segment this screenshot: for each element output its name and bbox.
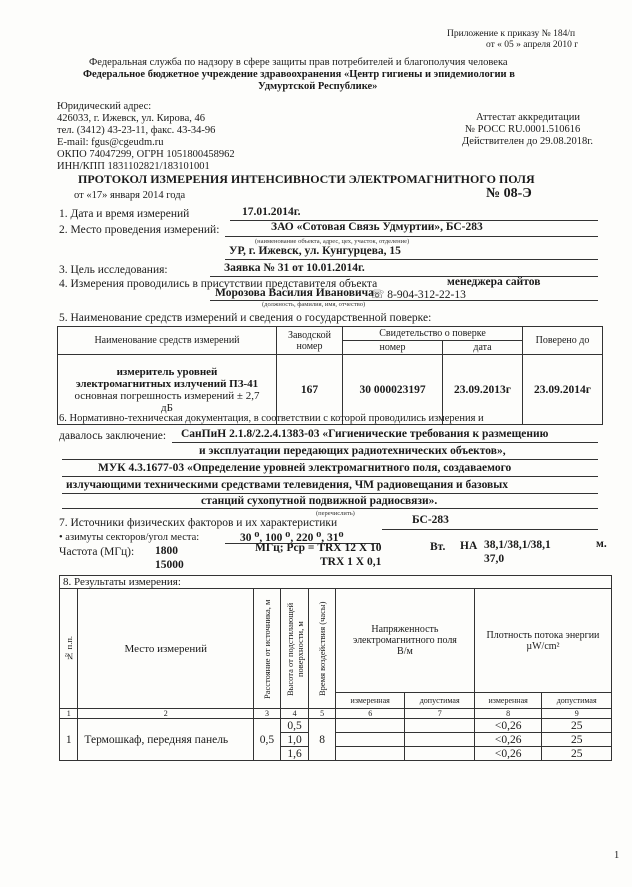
- height-label: HА: [460, 540, 478, 552]
- normative-line-1: 6. Нормативно-техническая документация, в соответствии с которой проводились измерения и: [59, 413, 484, 424]
- azimuth-label: • азимуты секторов/угол места:: [59, 532, 200, 543]
- result-flux-measured-1: <0,26: [474, 719, 541, 733]
- th-place: Место измерений: [78, 589, 254, 709]
- th-flux-allowed: допустимая: [542, 693, 612, 709]
- normative-value-1: СанПиН 2.1.8/2.2.4.1383-03 «Гигиенические требования к размещению: [181, 428, 549, 440]
- table-row: [60, 719, 612, 733]
- instrument-cert-date: 23.09.2013г: [443, 355, 523, 425]
- result-place: Термошкаф, передняя панель: [78, 719, 254, 761]
- instrument-serial: 167: [277, 355, 343, 425]
- results-table: [59, 575, 612, 761]
- protocol-date: от «17» января 2014 года: [74, 190, 186, 201]
- address-okpo: ОКПО 74047299, ОГРН 1051800458962: [57, 149, 235, 160]
- representative-label: 4. Измерения проводились в присутствии представителя объекта: [59, 278, 378, 290]
- date-label: 1. Дата и время измерений: [59, 208, 190, 220]
- col-number-6: 6: [335, 709, 405, 719]
- col-number-5: 5: [309, 709, 336, 719]
- normative-value-2: и эксплуатации передающих радиотехнических объектов»,: [199, 445, 506, 457]
- height-values: 38,1/38,1/38,1: [484, 539, 551, 551]
- power-label: МГц; Pср = TRX 12 X 10: [255, 542, 382, 554]
- result-flux-measured-3: <0,26: [474, 747, 541, 761]
- instrument-name: измеритель уровней электромагнитных излучений ПЗ-41: [75, 365, 259, 390]
- institution-line-1: Федеральное бюджетное учреждение здравоохранения «Центр гигиены и эпидемиологии в: [83, 69, 515, 80]
- th-field-allowed: допустимая: [405, 693, 475, 709]
- instruments-table: [57, 326, 603, 425]
- power-unit: Вт.: [430, 541, 446, 553]
- normative-value-3: МУК 4.3.1677-03 «Определение уровней электромагнитного поля, создаваемого: [98, 462, 512, 474]
- normative-hint: (перечислить): [316, 510, 355, 517]
- protocol-title: ПРОТОКОЛ ИЗМЕРЕНИЯ ИНТЕНСИВНОСТИ ЭЛЕКТРОМАГНИТНОГО ПОЛЯ: [78, 172, 535, 186]
- result-height-2: 1,0: [280, 733, 309, 747]
- result-flux-measured-2: <0,26: [474, 733, 541, 747]
- th-row-number: № п.п.: [63, 635, 74, 662]
- address-email: E-mail: fgus@cgeudm.ru: [57, 137, 164, 148]
- page-number: 1: [614, 850, 620, 861]
- result-field-measured-3: [335, 747, 405, 761]
- address-phone: тел. (3412) 43-23-11, факс. 43-34-96: [57, 125, 216, 136]
- th-serial: Заводской номер: [277, 327, 343, 355]
- power-value-2: TRX 1 X 0,1: [320, 556, 382, 568]
- th-cert-number: номер: [343, 341, 443, 355]
- instrument-cert-number: 30 000023197: [343, 355, 443, 425]
- th-cert-date: дата: [443, 341, 523, 355]
- th-field-strength: Напряженность электромагнитного поля В/м: [335, 589, 474, 693]
- frequency-label: Частота (МГц):: [59, 546, 135, 558]
- result-field-allowed-2: [405, 733, 475, 747]
- result-flux-allowed-2: 25: [542, 733, 612, 747]
- result-flux-allowed-3: 25: [542, 747, 612, 761]
- result-height-1: 0,5: [280, 719, 309, 733]
- col-number-4: 4: [280, 709, 309, 719]
- th-verified-until: Поверено до: [523, 327, 603, 355]
- col-number-2: 2: [78, 709, 254, 719]
- result-flux-allowed-1: 25: [542, 719, 612, 733]
- col-number-8: 8: [474, 709, 541, 719]
- normative-label: давалось заключение:: [59, 430, 167, 442]
- appendix-line-1: Приложение к приказу № 184/п: [447, 29, 576, 39]
- normative-value-5: станций сухопутной подвижной радиосвязи».: [201, 495, 438, 507]
- protocol-number: № 08-Э: [486, 186, 532, 201]
- result-field-allowed-3: [405, 747, 475, 761]
- result-field-measured-2: [335, 733, 405, 747]
- col-number-9: 9: [542, 709, 612, 719]
- frequency-value-1: 1800: [155, 545, 178, 557]
- th-certificate: Свидетельство о поверке: [343, 327, 523, 341]
- result-time: 8: [309, 719, 336, 761]
- result-row-number: 1: [60, 719, 78, 761]
- th-height: Высота от подстилающей поверхности, м: [284, 601, 305, 696]
- height-unit: м.: [596, 538, 607, 550]
- result-field-allowed-1: [405, 719, 475, 733]
- col-number-3: 3: [254, 709, 281, 719]
- normative-value-4: излучающими техническими средствами телевидения, ЧМ радиовещания и базовых: [66, 479, 508, 491]
- representative-name: Морозова Василия Ивановича: [215, 287, 374, 299]
- place-value: ЗАО «Сотовая Связь Удмуртии», БС-283: [271, 221, 483, 233]
- purpose-label: 3. Цель исследования:: [59, 264, 168, 276]
- col-number-1: 1: [60, 709, 78, 719]
- height-value-2: 37,0: [484, 553, 505, 565]
- result-height-3: 1,6: [280, 747, 309, 761]
- th-exposure-time: Время воздействия (часы): [317, 601, 328, 696]
- address-street: 426033, г. Ижевск, ул. Кирова, 46: [57, 113, 206, 124]
- th-instrument-name: Наименование средств измерений: [58, 327, 277, 355]
- appendix-line-2: от « 05 » апреля 2010 г: [486, 40, 579, 50]
- date-value: 17.01.2014г.: [242, 206, 301, 218]
- accreditation-title: Аттестат аккредитации: [476, 112, 580, 123]
- address-inn: ИНН/КПП 1831102821/183101001: [57, 161, 210, 172]
- instrument-accuracy: основная погрешность измерений ± 2,7 дБ: [74, 389, 260, 414]
- sources-value: БС-283: [412, 514, 449, 526]
- sources-label: 7. Источники физических факторов и их характеристики: [59, 517, 338, 529]
- instrument-verified-until: 23.09.2014г: [523, 355, 603, 425]
- result-distance: 0,5: [254, 719, 281, 761]
- th-flux-measured: измеренная: [474, 693, 541, 709]
- results-title: 8. Результаты измерения:: [60, 576, 612, 589]
- th-field-measured: измеренная: [335, 693, 405, 709]
- place-label: 2. Место проведения измерений:: [59, 224, 220, 236]
- representative-position: менеджера сайтов: [447, 276, 541, 288]
- service-name: Федеральная служба по надзору в сфере защиты прав потребителей и благополучия человека: [89, 57, 508, 68]
- place-value-address: УР, г. Ижевск, ул. Кунгурцева, 15: [229, 245, 401, 257]
- col-number-7: 7: [405, 709, 475, 719]
- accreditation-number: № РОСС RU.0001.510616: [465, 124, 581, 135]
- result-field-measured-1: [335, 719, 405, 733]
- institution-line-2: Удмуртской Республике»: [258, 81, 378, 92]
- azimuth-values: 30 ⁰, 100 ⁰, 220 ⁰, 31⁰: [240, 532, 344, 544]
- th-flux-density: Плотность потока энергии µW/cm²: [474, 589, 611, 693]
- representative-hint: (должность, фамилия, имя, отчество): [262, 301, 366, 308]
- frequency-value-2: 15000: [155, 559, 184, 571]
- legal-address-label: Юридический адрес:: [57, 101, 152, 112]
- place-hint: (наименование объекта, адрес, цех, участок, отделение): [255, 238, 410, 245]
- instruments-label: 5. Наименование средств измерений и сведения о государственной поверке:: [59, 312, 432, 324]
- th-distance: Расстояние от источника, м: [261, 598, 272, 699]
- accreditation-valid: Действителен до 29.08.2018г.: [462, 136, 594, 147]
- purpose-value: Заявка № 31 от 10.01.2014г.: [224, 262, 365, 274]
- representative-phone: ☏ 8-904-312-22-13: [370, 289, 466, 301]
